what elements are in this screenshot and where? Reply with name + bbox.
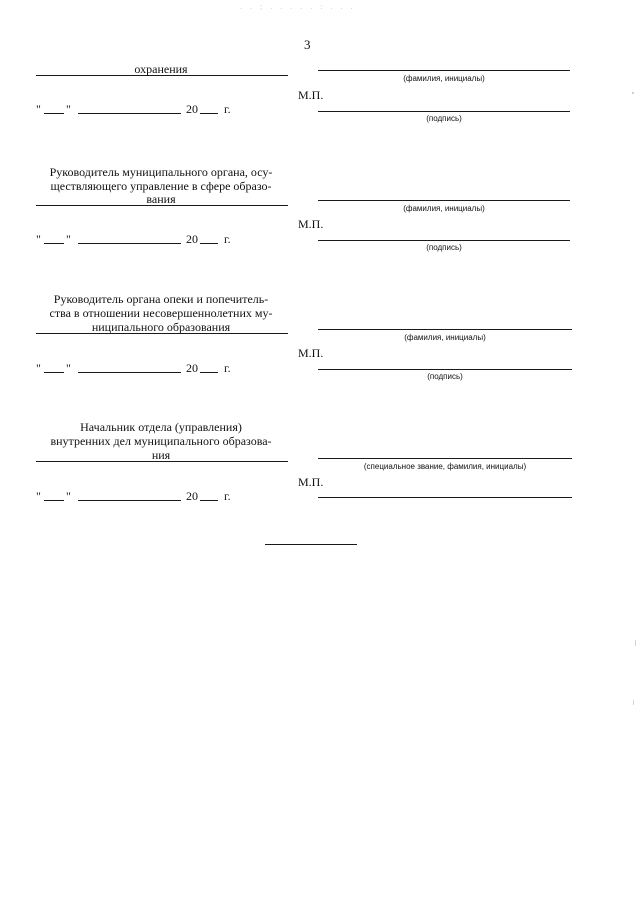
scan-speck bbox=[633, 700, 634, 705]
year-suffix: г. bbox=[224, 102, 231, 116]
year-prefix: 20 bbox=[186, 232, 198, 246]
stamp-label: М.П. bbox=[298, 475, 324, 489]
page-number: 3 bbox=[304, 37, 311, 52]
signature-caption: (подпись) bbox=[426, 114, 462, 123]
stamp-label: М.П. bbox=[298, 88, 324, 102]
year-prefix: 20 bbox=[186, 361, 198, 375]
date-quote: " bbox=[66, 102, 71, 116]
name-field bbox=[318, 200, 570, 201]
stamp-label: М.П. bbox=[298, 346, 324, 360]
title-underline bbox=[36, 205, 288, 206]
year-prefix: 20 bbox=[186, 489, 198, 503]
name-field bbox=[318, 329, 572, 330]
block-title-line: Начальник отдела (управления) bbox=[80, 420, 242, 434]
scan-speck bbox=[632, 92, 634, 94]
end-separator bbox=[265, 544, 357, 545]
year-suffix: г. bbox=[224, 232, 231, 246]
block-title-line: ниципального образования bbox=[91, 320, 231, 334]
year-prefix: 20 bbox=[186, 102, 198, 116]
month-field bbox=[78, 372, 181, 373]
day-field bbox=[44, 372, 64, 373]
scan-speck bbox=[635, 640, 636, 646]
block-title-line: Руководитель муниципального органа, осу- bbox=[49, 165, 273, 179]
month-field bbox=[78, 113, 181, 114]
signature-field bbox=[318, 497, 572, 498]
date-quote: " bbox=[66, 232, 71, 246]
name-field bbox=[318, 458, 572, 459]
signature-field bbox=[318, 240, 570, 241]
month-field bbox=[78, 500, 181, 501]
name-caption: (специальное звание, фамилия, инициалы) bbox=[363, 462, 527, 471]
name-caption: (фамилия, инициалы) bbox=[403, 74, 485, 83]
block-title-line: вания bbox=[146, 192, 176, 206]
year-field bbox=[200, 500, 218, 501]
year-field bbox=[200, 372, 218, 373]
year-suffix: г. bbox=[224, 489, 231, 503]
year-field bbox=[200, 243, 218, 244]
block-title-line: ществляющего управление в сфере образо- bbox=[50, 179, 272, 193]
scan-noise: . . ; . . . . . : . . . bbox=[240, 2, 356, 11]
block-title-line: внутренних дел муниципального образова- bbox=[50, 434, 272, 448]
block-title-line: ния bbox=[151, 448, 171, 462]
date-quote: " bbox=[66, 489, 71, 503]
title-underline bbox=[36, 333, 288, 334]
signature-caption: (подпись) bbox=[427, 372, 463, 381]
block-title-line: Руководитель органа опеки и попечитель- bbox=[53, 292, 269, 306]
date-quote: " bbox=[36, 361, 41, 375]
day-field bbox=[44, 113, 64, 114]
stamp-label: М.П. bbox=[298, 217, 324, 231]
signature-caption: (подпись) bbox=[426, 243, 462, 252]
day-field bbox=[44, 243, 64, 244]
month-field bbox=[78, 243, 181, 244]
signature-field bbox=[318, 369, 572, 370]
signature-field bbox=[318, 111, 570, 112]
title-underline bbox=[36, 75, 288, 76]
block-title-line: ства в отношении несовершеннолетних му- bbox=[49, 306, 273, 320]
name-caption: (фамилия, инициалы) bbox=[404, 333, 486, 342]
name-caption: (фамилия, инициалы) bbox=[403, 204, 485, 213]
block-title-line: охранения bbox=[134, 62, 188, 76]
year-field bbox=[200, 113, 218, 114]
date-line: " bbox=[36, 102, 41, 116]
day-field bbox=[44, 500, 64, 501]
name-field bbox=[318, 70, 570, 71]
date-quote: " bbox=[36, 232, 41, 246]
year-suffix: г. bbox=[224, 361, 231, 375]
date-quote: " bbox=[36, 489, 41, 503]
title-underline bbox=[36, 461, 288, 462]
date-quote: " bbox=[66, 361, 71, 375]
